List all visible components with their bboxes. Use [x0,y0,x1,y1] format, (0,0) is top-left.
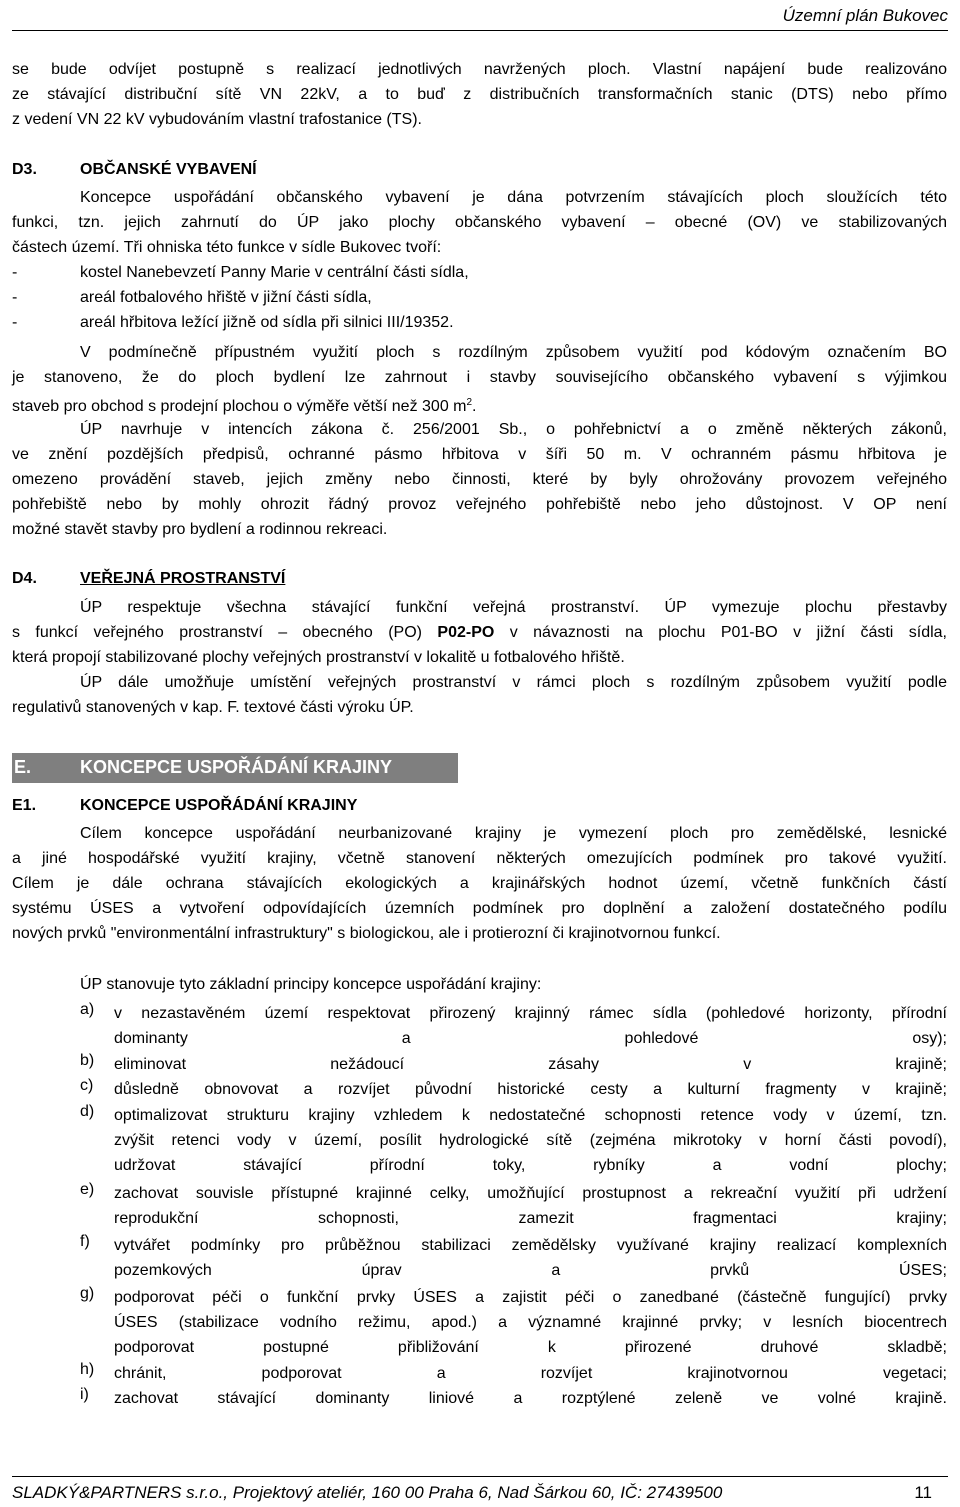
principle-label: e) [80,1181,95,1198]
principle-label: d) [80,1103,95,1120]
text-line: a jiné hospodářské využití krajiny, včetně stanovení některých omezujících podmínek pro takové využití. [12,850,947,867]
section-title-d4: VEŘEJNÁ PROSTRANSTVÍ [80,570,286,587]
principle-label: c) [80,1077,94,1094]
text-line: v nezastavěném území respektovat přirozený krajinný rámec sídla (pohledové horizonty, přírodní [114,1005,947,1022]
text-line [12,390,947,419]
superscript: 2 [466,397,473,408]
d3-paragraph-2 [12,340,947,419]
text-line: ve znění pozdějších předpisů, ochranné pásmo hřbitova v šíři 50 m. V ochranném pásmu hřbitova je [12,446,947,463]
text-line: zvýšit retenci vody v území, posílit hydrologické sítě (zejména mikrotoky v horní části povodí), [114,1132,947,1149]
text-line: chránit, podporovat a rozvíjet krajinotvornou vegetaci; [114,1365,947,1382]
text-line: ÚP navrhuje v intencích zákona č. 256/2001 Sb., o pohřebnictví a o změně některých zákonů, [80,421,947,438]
principle-label: f) [80,1233,90,1250]
text-line: funkci, tzn. jejich zahrnutí do ÚP jako plochy občanského vybavení – obecné (OV) ve stabilizovaných [12,214,947,231]
text-line: optimalizovat strukturu krajiny vzhledem k nedostatečné schopnosti retence vody v území, tzn. [114,1107,947,1124]
page-header-title: Územní plán Bukovec [782,6,948,25]
text-line: Koncepce uspořádání občanského vybavení je dána potvrzením stávajících ploch sloužících této [80,189,947,206]
text-line: vytvářet podmínky pro průběžnou stabilizaci zemědělsky využívané krajiny realizací komplexních [114,1237,947,1254]
principle-text [114,1181,947,1231]
principle-text [114,1001,947,1051]
principle-text [114,1103,947,1178]
section-number-d3: D3. [12,161,37,178]
text-line: podporovat postupné přibližování k přirozené druhové skladbě; [114,1339,947,1356]
text-line: nových prvků "environmentální infrastruktury" s biologickou, ale i protierozní či krajinotvornou funkcí. [12,925,721,942]
header-rule [12,30,948,31]
principle-text [114,1233,947,1283]
text-line: částech území. Tři ohniska této funkce v sídle Bukovec tvoří: [12,239,442,256]
d3-paragraph [12,185,947,260]
principle-label: h) [80,1361,95,1378]
list-dash: - [12,289,18,306]
chapter-title-e: KONCEPCE USPOŘÁDÁNÍ KRAJINY [80,757,393,777]
list-dash: - [12,314,18,331]
list-item: areál fotbalového hřiště v jižní části sídla, [80,289,372,306]
area-code: P02-PO [437,624,495,641]
text-line: pohřebiště nebo by mohly ohrozit řádný provoz veřejného pohřebiště nebo jeho důstojnost. V OP není [12,496,947,513]
principle-text [114,1285,947,1360]
principle-label: i) [80,1386,89,1403]
footer-rule [12,1476,948,1477]
intro-paragraph [12,57,947,132]
text-line: pozemkových úprav a prvků ÚSES; [114,1262,947,1279]
text-line: ÚSES (stabilizace vodního režimu, apod.) a významné krajinné prvky; v lesních biocentrech [114,1314,947,1331]
text-line: Cílem koncepce uspořádání neurbanizované krajiny je vymezení ploch pro zemědělské, lesnické [80,825,947,842]
text-line: která propojí stabilizované plochy veřejných prostranství v lokalitě u fotbalového hřiště. [12,649,625,666]
text-line: podporovat péči o funkční prvky ÚSES a zajistit péči o zanedbané (částečně fungující) prvky [114,1289,947,1306]
text-run: staveb pro obchod s prodejní plochou o výměře větší než 300 m [12,398,467,415]
principle-label: b) [80,1052,95,1069]
e1-paragraph [12,821,947,946]
d4-paragraph [12,595,947,720]
section-title-d3: OBČANSKÉ VYBAVENÍ [80,161,257,178]
section-title-e1: KONCEPCE USPOŘÁDÁNÍ KRAJINY [80,797,358,814]
text-line: zachovat stávající dominanty liniové a rozptýlené zeleně ve volné krajině. [114,1390,947,1407]
footer-text: SLADKÝ&PARTNERS s.r.o., Projektový ateliér, 160 00 Praha 6, Nad Šárkou 60, IČ: 27439500 [12,1483,723,1502]
section-number-e1: E1. [12,797,37,814]
text-line: zachovat souvisle přístupné krajinné celky, umožňující prostupnost a rekreační využití při udržení [114,1185,947,1202]
principle-text [114,1361,947,1386]
list-item: areál hřbitova ležící jižně od sídla při silnici III/19352. [80,314,454,331]
principle-label: a) [80,1001,95,1018]
text-line: se bude odvíjet postupně s realizací jednotlivých navržených ploch. Vlastní napájení bude realizováno [12,61,947,78]
section-number-d4: D4. [12,570,37,587]
list-item: kostel Nanebevzetí Panny Marie v centrální části sídla, [80,264,469,281]
principle-text [114,1077,947,1102]
chapter-number-e: E. [14,757,32,777]
text-line: ÚP dále umožňuje umístění veřejných prostranství v rámci ploch s rozdílným způsobem využití podle [80,674,947,691]
list-dash: - [12,264,18,281]
text-line: V podmínečně přípustném využití ploch s rozdílným způsobem využití pod kódovým označením BO [80,344,947,361]
text-line: možné stavět stavby pro bydlení a rodinnou rekreaci. [12,521,388,538]
text-run: . [472,398,477,415]
d3-paragraph-3 [12,417,947,542]
text-line: reprodukční schopnosti, zamezit fragmentaci krajiny; [114,1210,947,1227]
text-line: systému ÚSES a vytvoření odpovídajících územních podmínek pro doplnění a založení dostatečného podílu [12,900,947,917]
principle-text [114,1386,947,1411]
text-line: omezeno provádění staveb, jejich změny nebo činnosti, které by byly ohrožovány provozem veřejného [12,471,947,488]
text-line: ze stávající distribuční sítě VN 22kV, a to buď z distribučních transformačních stanic (DTS) nebo přímo [12,86,947,103]
text-line: ÚP respektuje všechna stávající funkční veřejná prostranství. ÚP vymezuje plochu přestavby [80,599,947,616]
text-line: eliminovat nežádoucí zásahy v krajině; [114,1056,947,1073]
text-run: s funkcí veřejného prostranství – obecného (PO) [12,624,438,641]
principle-label: g) [80,1285,95,1302]
text-line [12,620,947,645]
principle-text [114,1052,947,1077]
text-line: dominanty a pohledové osy); [114,1030,947,1047]
text-run: v návaznosti na plochu P01-BO v jižní části sídla, [494,624,947,641]
text-line: udržovat stávající přírodní toky, rybníky a vodní plochy; [114,1157,947,1174]
principles-intro: ÚP stanovuje tyto základní principy koncepce uspořádání krajiny: [80,976,542,993]
text-line: regulativů stanovených v kap. F. textové části výroku ÚP. [12,699,414,716]
text-line: důsledně obnovovat a rozvíjet původní historické cesty a kulturní fragmenty v krajině; [114,1081,947,1098]
text-line: Cílem je dále ochrana stávajících ekologických a krajinářských hodnot území, včetně funkčních částí [12,875,947,892]
page-number: 11 [914,1483,932,1502]
text-line: z vedení VN 22 kV vybudováním vlastní trafostanice (TS). [12,111,422,128]
text-line: je stanoveno, že do ploch bydlení lze zahrnout i stavby souvisejícího občanského vybavení s výjimkou [12,369,947,386]
